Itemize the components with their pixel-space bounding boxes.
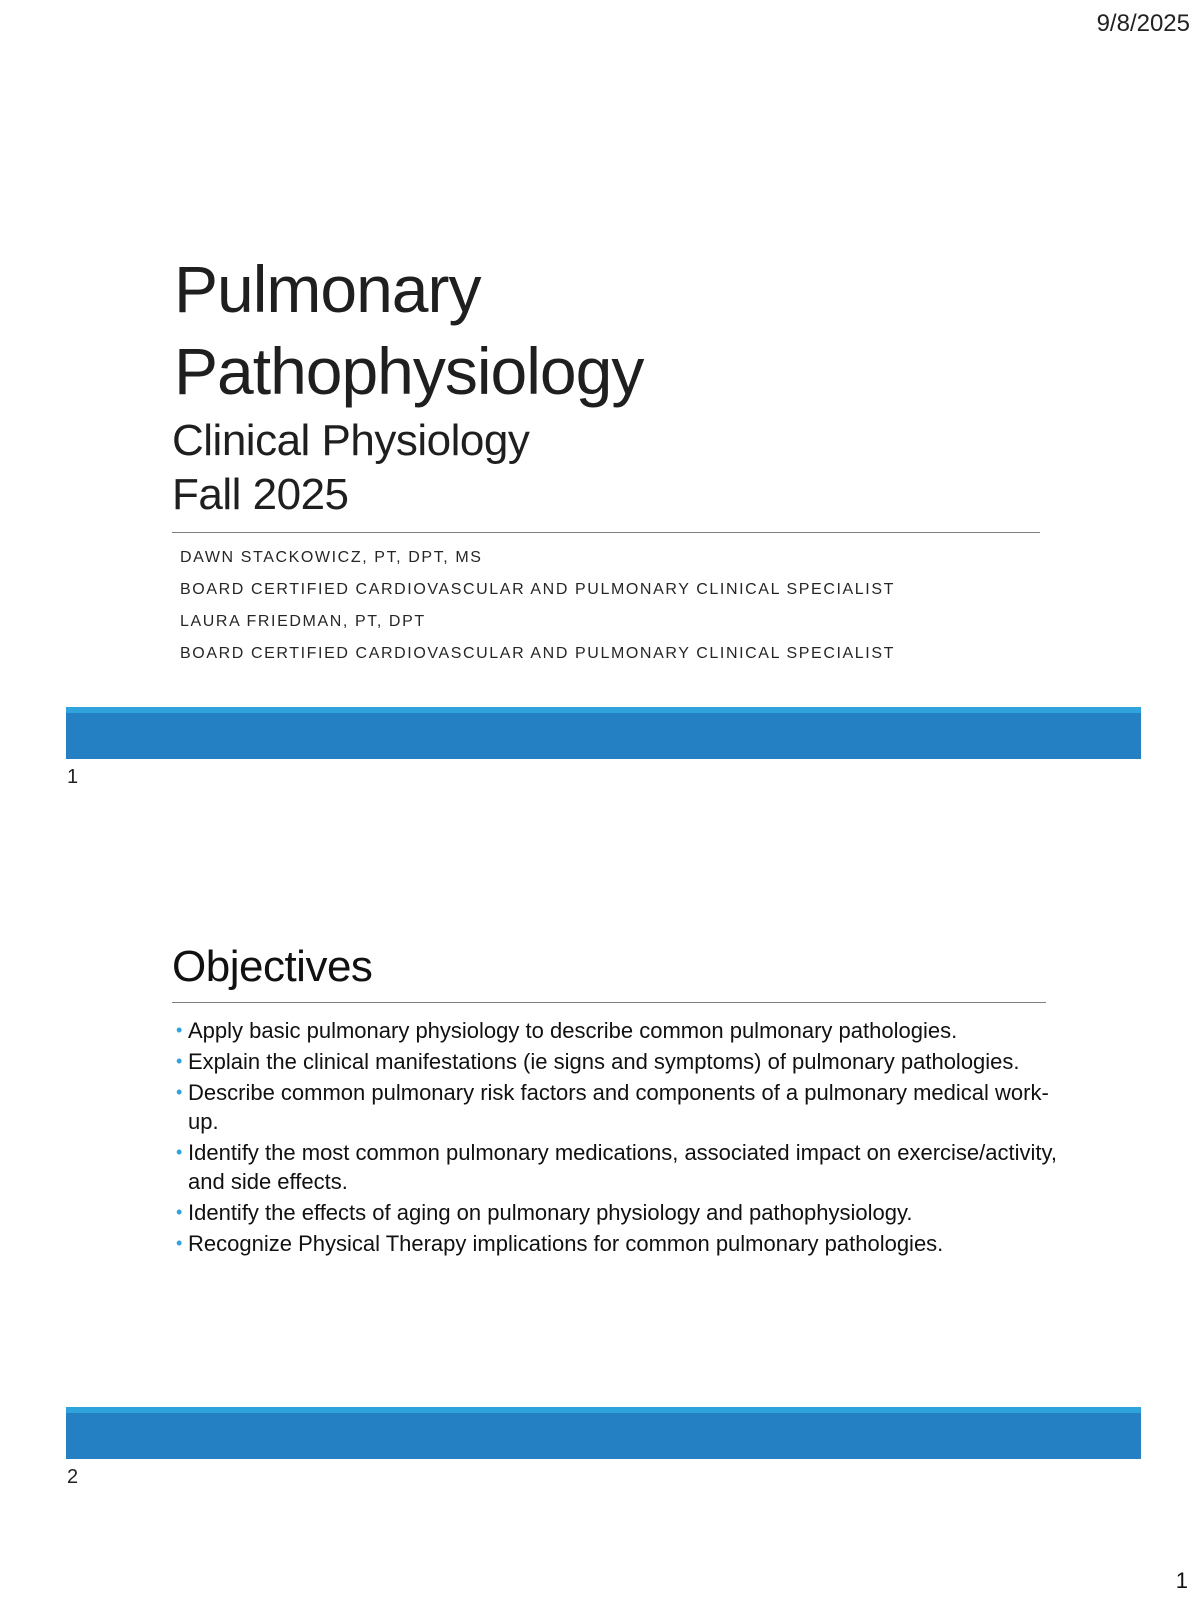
slide-title bbox=[174, 248, 643, 412]
objective-item bbox=[178, 1229, 1058, 1258]
course-name: Clinical Physiology bbox=[172, 416, 530, 465]
title-divider bbox=[172, 532, 1040, 533]
slide-number: 2 bbox=[67, 1466, 79, 1488]
bullet-icon: • bbox=[176, 1051, 183, 1071]
objective-item bbox=[178, 1016, 1058, 1045]
objective-item bbox=[178, 1078, 1058, 1136]
objective-text: Apply basic pulmonary physiology to describe common pulmonary pathologies. bbox=[188, 1018, 958, 1043]
author-credential: BOARD CERTIFIED CARDIOVASCULAR AND PULMONARY CLINICAL SPECIALIST bbox=[180, 581, 895, 598]
bullet-icon: • bbox=[176, 1082, 183, 1102]
author-credential: BOARD CERTIFIED CARDIOVASCULAR AND PULMONARY CLINICAL SPECIALIST bbox=[180, 645, 895, 662]
bullet-icon: • bbox=[176, 1233, 183, 1253]
slide-number: 1 bbox=[67, 766, 79, 788]
objective-item bbox=[178, 1138, 1058, 1196]
bullet-icon: • bbox=[176, 1202, 183, 1222]
objective-text: Describe common pulmonary risk factors and components of a pulmonary medical work-up. bbox=[188, 1080, 1049, 1134]
slide-footer-banner bbox=[66, 707, 1141, 759]
page-number: 1 bbox=[1175, 1568, 1188, 1593]
objective-text: Identify the most common pulmonary medications, associated impact on exercise/activity, and side effects. bbox=[188, 1140, 1057, 1194]
objective-item bbox=[178, 1198, 1058, 1227]
objectives-list bbox=[178, 1016, 1058, 1260]
slide-title-line: Pulmonary bbox=[174, 252, 481, 326]
author-name: LAURA FRIEDMAN, PT, DPT bbox=[180, 613, 426, 630]
objective-text: Explain the clinical manifestations (ie signs and symptoms) of pulmonary pathologies. bbox=[188, 1049, 1020, 1074]
author-name: DAWN STACKOWICZ, PT, DPT, MS bbox=[180, 549, 483, 566]
author-list bbox=[180, 542, 895, 670]
page-date: 9/8/2025 bbox=[1096, 10, 1190, 37]
objective-text: Identify the effects of aging on pulmonary physiology and pathophysiology. bbox=[188, 1200, 913, 1225]
slide-title-line: Pathophysiology bbox=[174, 334, 644, 408]
slide-footer-banner bbox=[66, 1407, 1141, 1459]
bullet-icon: • bbox=[176, 1020, 183, 1040]
bullet-icon: • bbox=[176, 1142, 183, 1162]
objective-item bbox=[178, 1047, 1058, 1076]
objective-text: Recognize Physical Therapy implications for common pulmonary pathologies. bbox=[188, 1231, 944, 1256]
slide-subtitle bbox=[172, 414, 529, 522]
slide-title: Objectives bbox=[172, 942, 373, 991]
title-divider bbox=[172, 1002, 1046, 1003]
course-term: Fall 2025 bbox=[172, 470, 349, 519]
